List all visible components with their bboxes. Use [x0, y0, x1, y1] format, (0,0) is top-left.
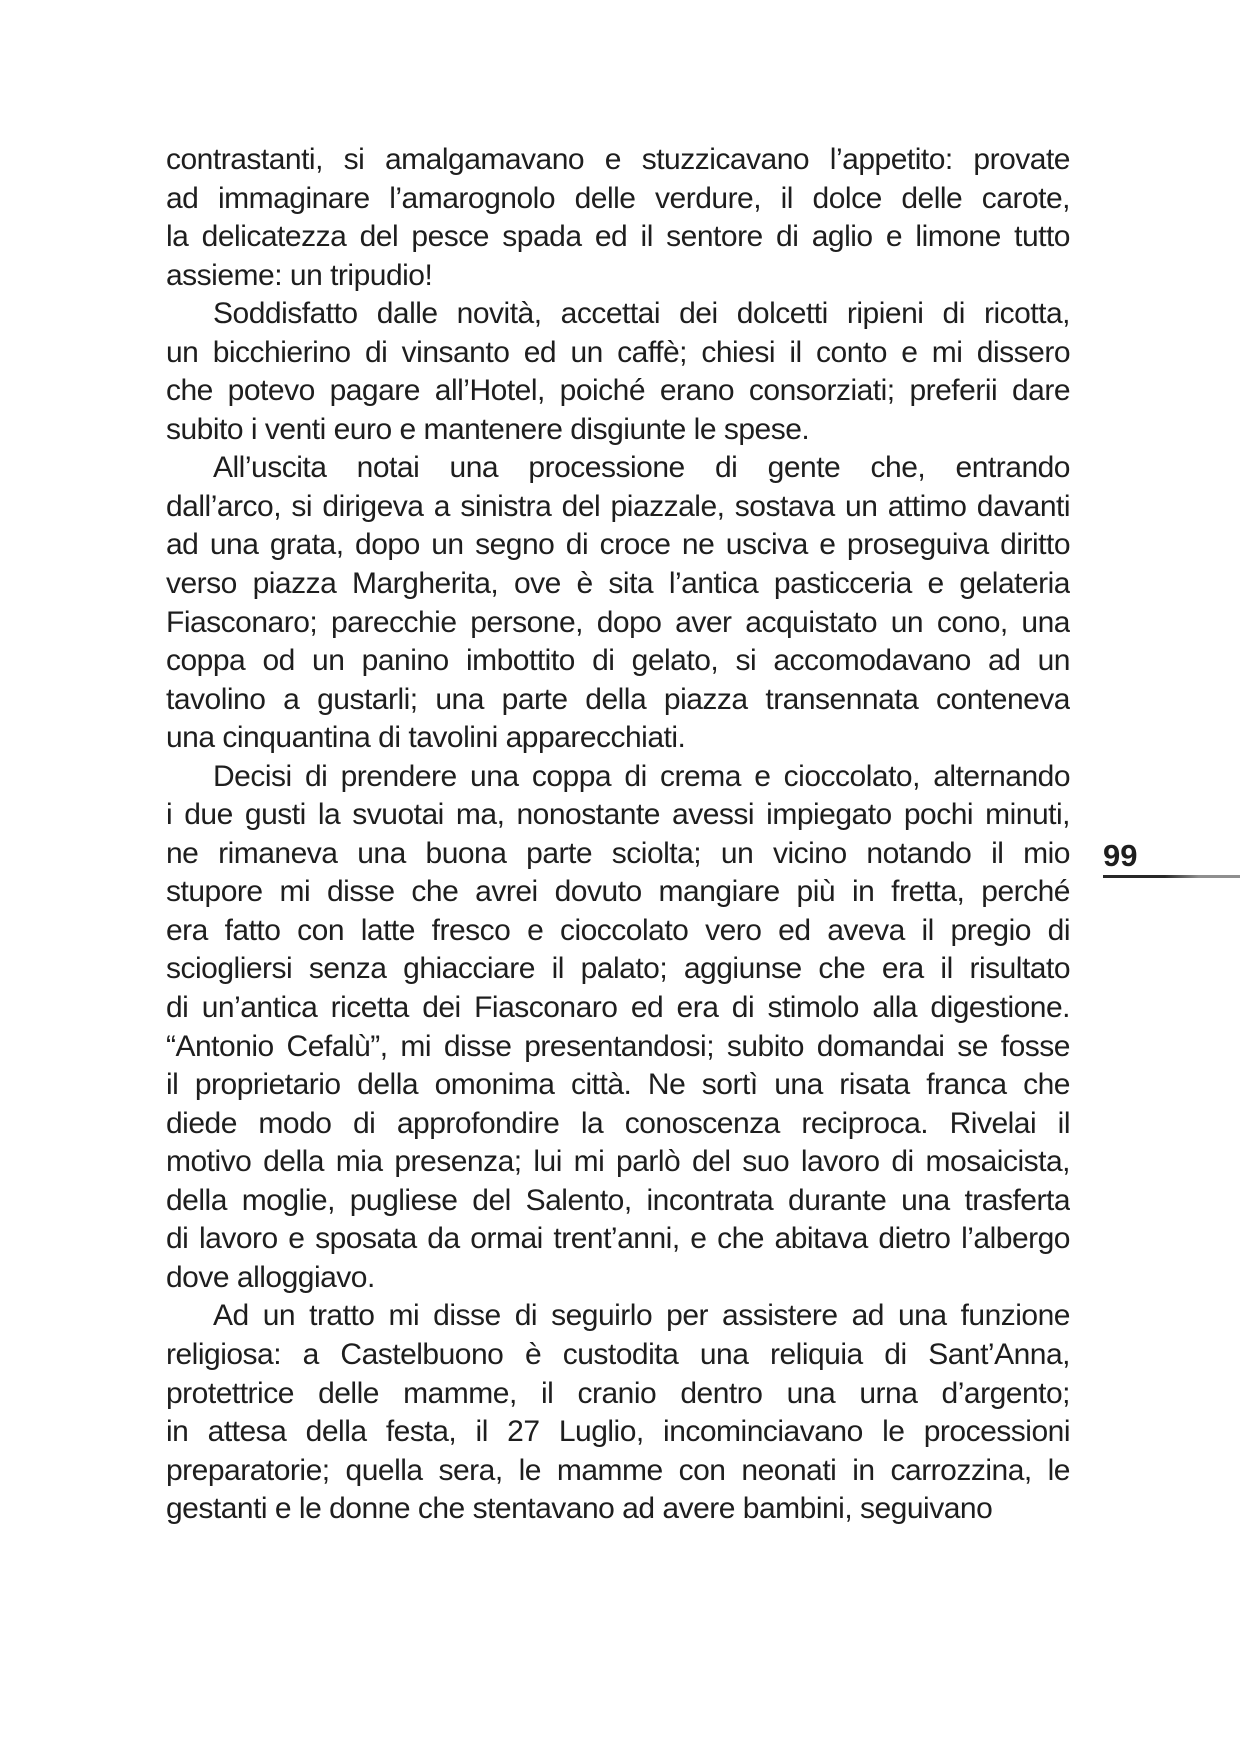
text-line: stupore mi disse che avrei dovuto mangiare più in fretta, perché [166, 875, 1070, 909]
text-line: un bicchierino di vinsanto ed un caffè; chiesi il conto e mi dissero [166, 335, 1070, 369]
text-line: coppa od un panino imbottito di gelato, si accomodavano ad un [166, 644, 1070, 678]
text-line: dove alloggiavo. [166, 1260, 375, 1294]
text-line: Ad un tratto mi disse di seguirlo per assistere ad una funzione [213, 1299, 1070, 1333]
text-line: motivo della mia presenza; lui mi parlò del suo lavoro di mosaicista, [166, 1145, 1070, 1179]
text-line: tavolino a gustarli; una parte della piazza transennata conteneva [166, 682, 1070, 716]
text-line: preparatorie; quella sera, le mamme con neonati in carrozzina, le [166, 1453, 1070, 1487]
text-line: religiosa: a Castelbuono è custodita una reliquia di Sant’Anna, [166, 1337, 1070, 1371]
text-line: era fatto con latte fresco e cioccolato vero ed aveva il pregio di [166, 913, 1070, 947]
text-line: che potevo pagare all’Hotel, poiché erano consorziati; preferii dare [166, 374, 1070, 408]
text-line: ad immaginare l’amarognolo delle verdure, il dolce delle carote, [166, 181, 1070, 215]
paragraph [166, 449, 1070, 757]
text-line: una cinquantina di tavolini apparecchiati. [166, 721, 686, 755]
text-line: diede modo di approfondire la conoscenza reciproca. Rivelai il [166, 1106, 1070, 1140]
paragraph [166, 295, 1070, 449]
text-line: verso piazza Margherita, ove è sita l’antica pasticceria e gelateria [166, 567, 1070, 601]
paragraph [166, 1297, 1070, 1528]
text-line: contrastanti, si amalgamavano e stuzzicavano l’appetito: provate [166, 143, 1070, 176]
text-line: di un’antica ricetta dei Fiasconaro ed era di stimolo alla digestione. [166, 991, 1070, 1025]
text-line: sciogliersi senza ghiacciare il palato; aggiunse che era il risultato [166, 952, 1070, 986]
text-line: ad una grata, dopo un segno di croce ne usciva e proseguiva diritto [166, 528, 1070, 562]
page-number-block [1103, 837, 1240, 879]
page-number-rule [1103, 875, 1240, 878]
text-line: in attesa della festa, il 27 Luglio, incominciavano le processioni [166, 1415, 1070, 1449]
text-line: protettrice delle mamme, il cranio dentro una urna d’argento; [166, 1376, 1070, 1410]
text-line: della moglie, pugliese del Salento, incontrata durante una trasferta [166, 1183, 1070, 1217]
text-line: Fiasconaro; parecchie persone, dopo aver acquistato un cono, una [166, 605, 1070, 639]
text-line: gestanti e le donne che stentavano ad avere bambini, seguivano [166, 1492, 993, 1526]
text-line: la delicatezza del pesce spada ed il sentore di aglio e limone tutto [166, 220, 1070, 254]
text-line: ne rimaneva una buona parte sciolta; un vicino notando il mio [166, 836, 1070, 870]
page-number: 99 [1103, 838, 1138, 873]
text-line: Soddisfatto dalle novità, accettai dei dolcetti ripieni di ricotta, [213, 297, 1070, 331]
text-line: assieme: un tripudio! [166, 258, 433, 292]
text-line: di lavoro e sposata da ormai trent’anni, e che abitava dietro l’albergo [166, 1222, 1070, 1256]
text-line: il proprietario della omonima città. Ne sortì una risata franca che [166, 1068, 1070, 1102]
text-line: “Antonio Cefalù”, mi disse presentandosi; subito domandai se fosse [166, 1029, 1070, 1063]
text-line: subito i venti euro e mantenere disgiunte le spese. [166, 412, 810, 446]
text-line: dall’arco, si dirigeva a sinistra del piazzale, sostava un attimo davanti [166, 489, 1070, 523]
text-line: Decisi di prendere una coppa di crema e cioccolato, alternando [213, 759, 1070, 793]
text-line: i due gusti la svuotai ma, nonostante avessi impiegato pochi minuti, [166, 798, 1070, 832]
paragraph [166, 758, 1070, 1298]
paragraph [166, 141, 1070, 295]
body-text [166, 141, 1070, 1529]
text-line: All’uscita notai una processione di gente che, entrando [213, 451, 1070, 485]
